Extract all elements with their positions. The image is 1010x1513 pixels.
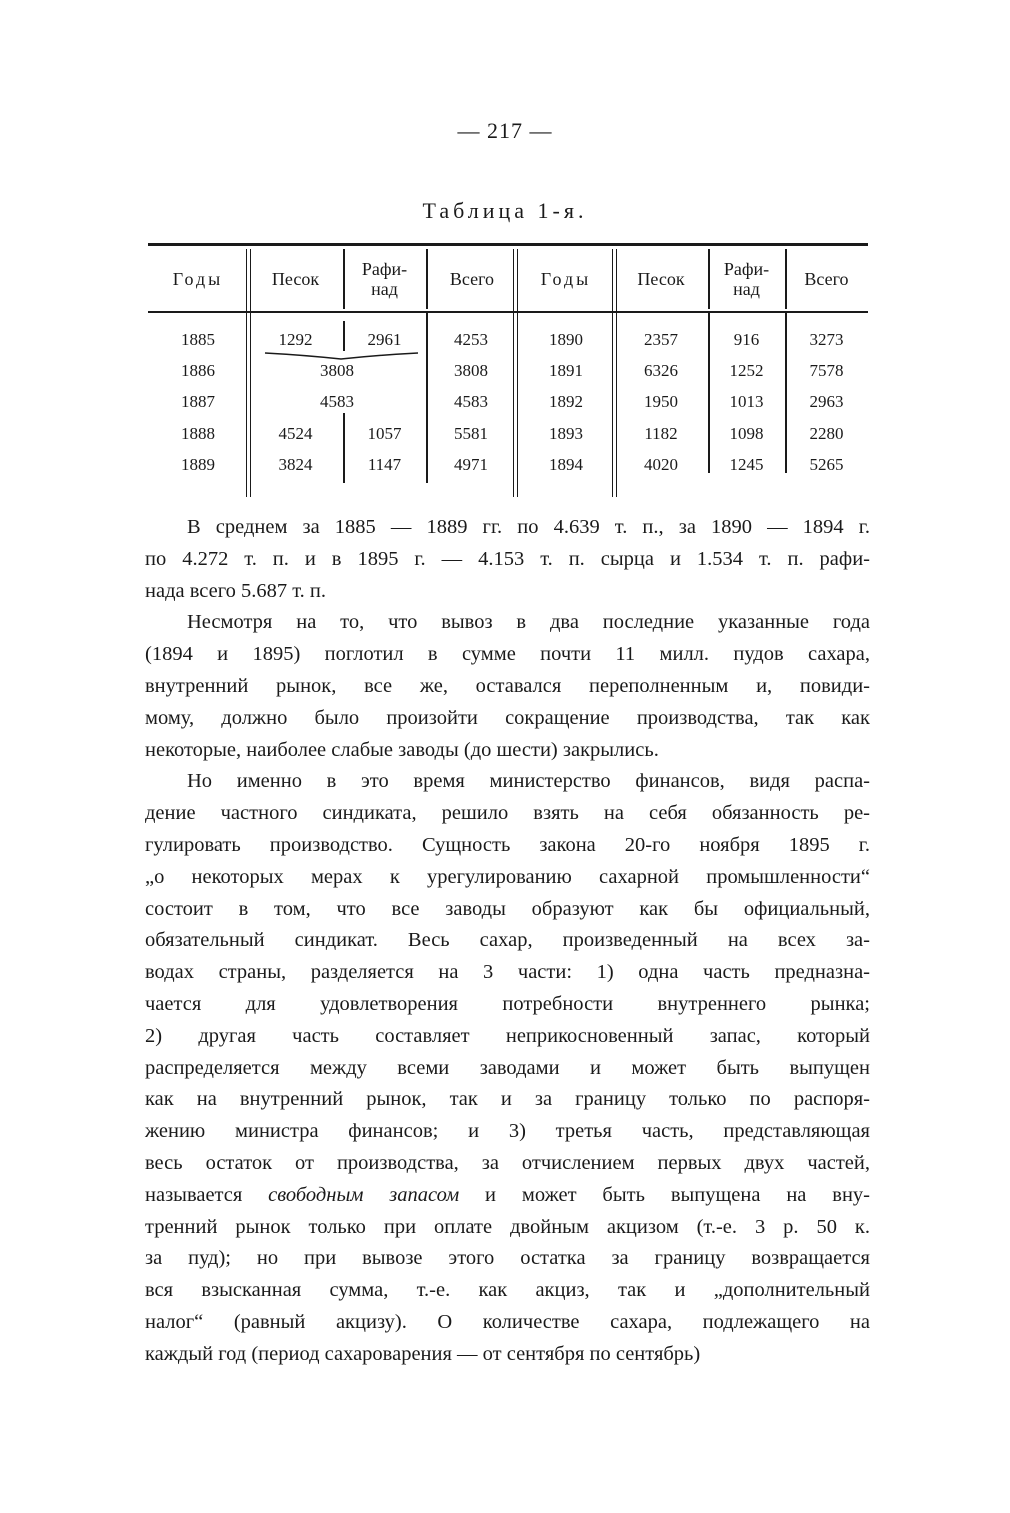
text-line: гулировать производство. Сущность закона 20-го ноября 1895 г. <box>145 833 870 856</box>
text-line: В среднем за 1885 — 1889 гг. по 4.639 т. п., за 1890 — 1894 г. <box>187 516 870 538</box>
table-cell: 3273 <box>809 330 844 349</box>
table-cell: 4020 <box>644 455 678 474</box>
text-line: обязательный синдикат. Весь сахар, произведенный на всех за- <box>145 929 870 952</box>
table-header-cell: Рафи- над <box>361 259 408 299</box>
table-cell: 1891 <box>549 361 583 380</box>
page-number: — 217 — <box>457 118 553 143</box>
table-cell: 4583 <box>320 392 354 411</box>
table-cell: 2357 <box>644 330 678 349</box>
table-cell: 4971 <box>454 455 488 474</box>
table-header-cell: Песок <box>271 269 320 289</box>
paragraph <box>145 766 870 1370</box>
text-line: (1894 и 1895) поглотил в сумме почти 11 милл. пудов сахара, <box>145 643 870 666</box>
text-line: „о некоторых мерах к урегулированию сахарной промышленности“ <box>145 865 870 888</box>
table-cell: 5265 <box>809 455 844 474</box>
text-line: как на внутренний рынок, так и за границу только по распоря- <box>145 1088 870 1111</box>
text-line: налог“ (равный акцизу). О количестве сахара, подлежащего на <box>145 1310 870 1333</box>
table-cell: 3808 <box>454 361 488 380</box>
text-line: вся взысканная сумма, т.-е. как акциз, так и „дополнительный <box>145 1279 870 1302</box>
table-cell: 5581 <box>454 424 488 443</box>
table-cell: 1888 <box>181 424 215 443</box>
table-cell: 1894 <box>549 455 583 474</box>
table-cell: 3808 <box>320 361 354 380</box>
table-header-cell: Песок <box>637 269 685 289</box>
table-cell: 1890 <box>549 330 583 349</box>
table-header-cell: Годы <box>172 269 224 289</box>
text-line: чается для удовлетворения потребности внутреннего рынка; <box>145 992 870 1015</box>
table-cell: 1887 <box>181 392 215 411</box>
text-line: водах страны, разделяется на 3 части: 1) одна часть предназна- <box>145 961 870 984</box>
table-header-rule <box>148 311 868 313</box>
table-cell: 2963 <box>809 392 844 411</box>
table-cell: 1057 <box>367 424 402 443</box>
text-fragment: и может быть выпущена на вну- <box>459 1183 870 1206</box>
text-line: мому, должно было произойти сокращение производства, так как <box>145 706 870 729</box>
text-line: внутренний рынок, все же, оставался переполненным и, повиди- <box>145 674 870 697</box>
text-line: нада всего 5.687 т. п. <box>145 579 327 602</box>
table-cell: 1013 <box>729 392 764 411</box>
table-cell: 1893 <box>549 424 583 443</box>
table-cell: 1889 <box>181 455 215 474</box>
text-line: Несмотря на то, что вывоз в два последние указанные года <box>187 611 870 634</box>
text-line: за пуд); но при вывозе этого остатка за границу возвращается <box>145 1247 870 1270</box>
table-cell: 2280 <box>809 424 844 443</box>
table-cell: 1885 <box>181 330 215 349</box>
table-cell: 1147 <box>367 455 402 474</box>
table-cell: 1292 <box>278 330 313 349</box>
table-caption: Таблица 1-я. <box>422 198 588 223</box>
table-header-cell: Всего <box>449 269 495 289</box>
table-top-rule <box>148 243 868 246</box>
text-line: некоторые, наиболее слабые заводы (до шести) закрылись. <box>145 738 659 761</box>
paragraph <box>145 607 870 766</box>
table-cell: 7578 <box>809 361 844 380</box>
table-cell: 1252 <box>729 361 764 380</box>
data-table <box>148 243 868 498</box>
text-line: каждый год (период сахароварения — от сентября по сентябрь) <box>145 1342 701 1365</box>
text-line: Но именно в это время министерство финансов, видя распа- <box>187 770 870 793</box>
text-line: 2) другая часть составляет неприкосновенный запас, который <box>145 1024 870 1047</box>
italic-term: свободным запасом <box>268 1183 460 1206</box>
table-cell: 1950 <box>644 392 678 411</box>
table-header-cell: Рафи- над <box>723 259 770 299</box>
table-cell: 6326 <box>644 361 678 380</box>
text-line: жению министра финансов; и 3) третья часть, представляющая <box>145 1120 870 1143</box>
text-line: дение частного синдиката, решило взять на себя обязанность ре- <box>145 802 870 825</box>
text-line: распределяется между всеми заводами и может быть выпущен <box>145 1056 870 1079</box>
table-header-cell: Годы <box>540 269 592 289</box>
table-cell: 2961 <box>367 330 402 349</box>
paragraph <box>145 512 870 607</box>
table-cell: 3824 <box>278 455 313 474</box>
text-fragment: называется <box>145 1183 269 1206</box>
table-cell: 1098 <box>729 424 764 443</box>
merge-brace <box>263 351 418 361</box>
table-cell: 4524 <box>278 424 313 443</box>
table-cell: 4253 <box>454 330 488 349</box>
text-line: состоит в том, что все заводы образуют как бы официальный, <box>145 897 870 920</box>
text-line: по 4.272 т. п. и в 1895 г. — 4.153 т. п. сырца и 1.534 т. п. рафи- <box>145 547 870 570</box>
body-text <box>145 512 870 1371</box>
table-cell: 1182 <box>644 424 678 443</box>
text-line: тренний рынок только при оплате двойным акцизом (т.-е. 3 р. 50 к. <box>145 1215 870 1238</box>
table-header-cell: Всего <box>804 269 849 289</box>
table-cell: 1245 <box>729 455 764 474</box>
table-cell: 916 <box>733 330 760 349</box>
table-cell: 1892 <box>549 392 583 411</box>
table-cell: 4583 <box>454 392 488 411</box>
text-line: весь остаток от производства, за отчислением первых двух частей, <box>145 1151 870 1174</box>
table-cell: 1886 <box>181 361 215 380</box>
text-line <box>145 1180 870 1212</box>
